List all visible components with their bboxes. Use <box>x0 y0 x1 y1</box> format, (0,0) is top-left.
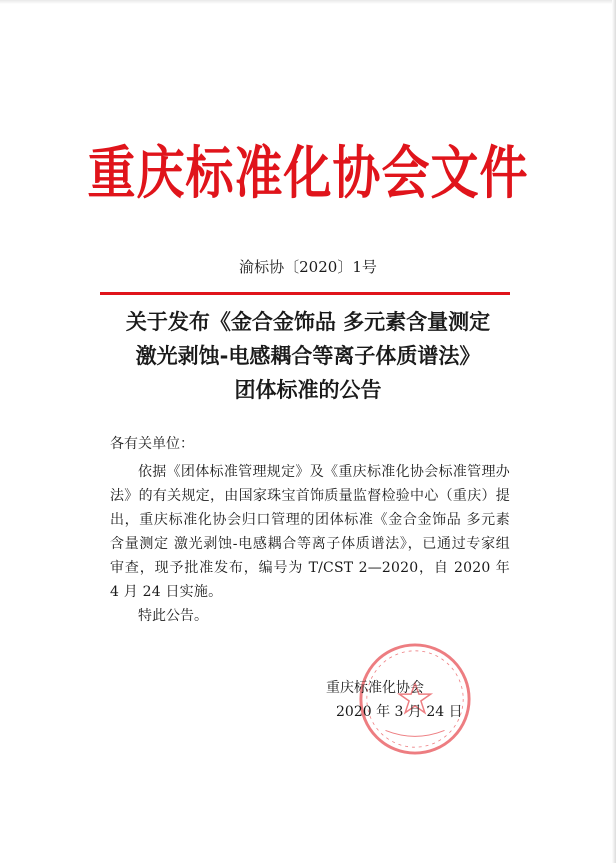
signature-date: 2020 年 3 月 24 日 <box>336 704 463 720</box>
addressee: 各有关单位： <box>110 436 194 452</box>
page-edge-right <box>612 0 616 863</box>
announcement-title <box>0 305 616 407</box>
document-header-title: 重庆标准化协会文件 <box>87 140 529 207</box>
closing-remark: 特此公告。 <box>138 608 208 624</box>
title-line-2: 激光剥蚀-电感耦合等离子体质谱法》 <box>135 344 481 368</box>
signature-org: 重庆标准化协会 <box>326 680 424 696</box>
announcement-body <box>110 432 510 628</box>
title-line-3: 团体标准的公告 <box>234 378 382 402</box>
red-divider-line <box>100 292 510 295</box>
document-number: 渝标协〔2020〕1号 <box>239 258 377 276</box>
title-line-1: 关于发布《金合金饰品 多元素含量测定 <box>125 310 491 334</box>
signature-block <box>326 676 486 724</box>
page-edge-top <box>0 0 616 4</box>
body-paragraph: 依据《团体标准管理规定》及《重庆标准化协会标准管理办法》的有关规定，由国家珠宝首饰质量监督检验中心（重庆）提出，重庆标准化协会归口管理的团体标准《金合金饰品 多元素含量测定 激光剥蚀-电感耦合等离子体质谱法》，已通过专家组审查，现予批准发布，编号为 T/CST 2—2020，自 2020 年 4 月 24 日实施。 <box>110 464 510 600</box>
